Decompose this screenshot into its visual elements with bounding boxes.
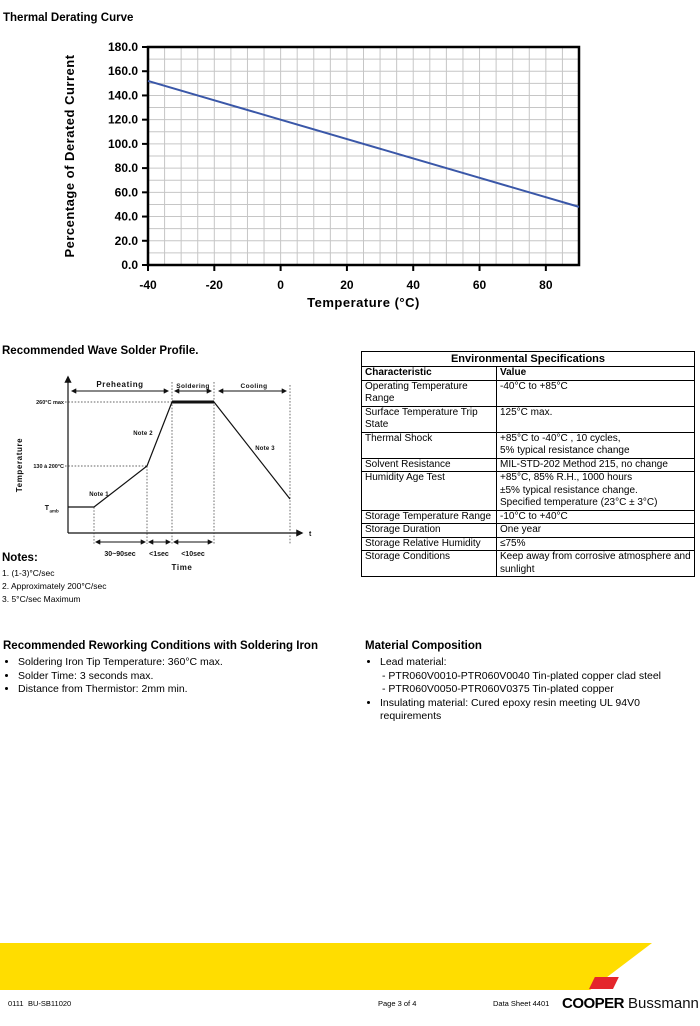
note3-ref: Note 3 (255, 446, 275, 452)
reworking-heading: Recommended Reworking Conditions with Soldering Iron (3, 640, 318, 652)
row-value: 125°C max. (497, 406, 695, 432)
x-axis-ticks (139, 265, 553, 292)
list-item: • Lead material: - PTR060V0010-PTR060V0040 Tin-plated copper clad steel - PTR060V0050-PTR060V0375 Tin-plated copper (380, 656, 699, 697)
row-value: +85°C, 85% R.H., 1000 hours ±5% typical resistance change. Specified temperature (23°C ± 3°C) (497, 472, 695, 511)
cooper-logo-slash (589, 977, 619, 989)
note-item: 2. Approximately 200°C/sec (2, 581, 107, 591)
list-item: • Solder Time: 3 seconds max. (18, 670, 355, 684)
lead-material-part-range: - PTR060V0010-PTR060V0040 Tin-plated copper clad steel (382, 669, 661, 682)
preheat-duration: 30~90sec (104, 551, 136, 558)
notes-heading: Notes: (2, 552, 38, 564)
diagram-x-axis-label: t (309, 531, 312, 538)
row-value: +85°C to -40°C , 10 cycles, 5% typical resistance change (497, 432, 695, 458)
list-item: • Soldering Iron Tip Temperature: 360°C max. (18, 656, 355, 670)
material-composition-section (365, 640, 699, 724)
svg-text:40.0: 40.0 (114, 209, 138, 224)
lead-material-part-range: - PTR060V0050-PTR060V0375 Tin-plated copper (382, 683, 614, 695)
row-characteristic: Storage Conditions (362, 551, 497, 577)
svg-text:60.0: 60.0 (114, 185, 138, 200)
table-title-row (362, 352, 695, 367)
svg-text:20.0: 20.0 (114, 233, 138, 248)
cooling-label: Cooling (240, 383, 268, 390)
row-characteristic: Surface Temperature Trip State (362, 406, 497, 432)
chart-title: Thermal Derating Curve (3, 12, 134, 24)
svg-text:100.0: 100.0 (107, 136, 138, 151)
reworking-conditions-section (3, 640, 355, 697)
table-header-row (362, 367, 695, 381)
footer-revision-code: 0111 (8, 999, 24, 1008)
svg-text:0.0: 0.0 (121, 258, 138, 272)
time-label: Time (171, 563, 193, 572)
dotted-reference-lines (65, 382, 290, 544)
table-title: Environmental Specifications (362, 352, 695, 367)
ambient-temp-subscript: amb (49, 508, 59, 514)
svg-text:0: 0 (277, 278, 284, 292)
row-characteristic: Storage Duration (362, 524, 497, 538)
row-value: -40°C to +85°C (497, 380, 695, 406)
diagram-y-axis-label: Temperature (15, 437, 24, 493)
note-item: 1. (1-3)°C/sec (2, 568, 55, 578)
thermal-derating-chart (0, 0, 700, 332)
mid-temp-label: 130 à 200°C (33, 464, 64, 470)
footer-page-number: Page 3 of 4 (378, 999, 417, 1008)
cooper-bussmann-logo (562, 995, 699, 1012)
row-characteristic: Solvent Resistance (362, 458, 497, 472)
brand-bussmann: Bussmann (628, 995, 699, 1012)
note-item: 3. 5°C/sec Maximum (2, 594, 81, 604)
brand-cooper: COOPER (562, 995, 625, 1012)
preheating-label: Preheating (96, 380, 144, 389)
svg-text:80.0: 80.0 (114, 161, 138, 176)
svg-text:120.0: 120.0 (107, 112, 138, 127)
table-row (362, 380, 695, 406)
wave-solder-profile-diagram (2, 360, 332, 582)
svg-text:60: 60 (472, 278, 487, 292)
svg-text:180.0: 180.0 (107, 40, 138, 54)
table-row (362, 432, 695, 458)
y-axis-title: Percentage of Derated Current (62, 54, 77, 258)
row-characteristic: Operating Temperature Range (362, 380, 497, 406)
solder-duration: <10sec (181, 551, 205, 558)
table-row (362, 524, 695, 538)
minor-grid (148, 47, 579, 265)
notes-section (2, 552, 107, 606)
svg-text:80: 80 (539, 278, 553, 292)
table-row (362, 458, 695, 472)
footer-datasheet-number: Data Sheet 4401 (493, 999, 550, 1008)
table-row (362, 537, 695, 551)
row-value: Keep away from corrosive atmosphere and sunlight (497, 551, 695, 577)
table-row (362, 510, 695, 524)
y-axis-ticks (108, 40, 148, 272)
ambient-temp-label: T (44, 505, 49, 512)
max-temp-label: 260°C max (36, 400, 64, 406)
solder-profile-title: Recommended Wave Solder Profile. (2, 345, 199, 357)
svg-text:160.0: 160.0 (107, 64, 138, 79)
material-heading: Material Composition (365, 640, 482, 652)
list-item: • Distance from Thermistor: 2mm min. (18, 683, 355, 697)
table-row (362, 551, 695, 577)
svg-text:20: 20 (340, 278, 354, 292)
row-value: One year (497, 524, 695, 538)
svg-text:40: 40 (406, 278, 420, 292)
environmental-specifications-table (361, 351, 695, 577)
soldering-label: Soldering (176, 383, 210, 390)
row-value: -10°C to +40°C (497, 510, 695, 524)
note1-ref: Note 1 (89, 492, 109, 498)
row-characteristic: Storage Temperature Range (362, 510, 497, 524)
row-value: MIL-STD-202 Method 215, no change (497, 458, 695, 472)
table-row (362, 472, 695, 511)
row-value: ≤75% (497, 537, 695, 551)
row-characteristic: Humidity Age Test (362, 472, 497, 511)
row-characteristic: Thermal Shock (362, 432, 497, 458)
row-characteristic: Storage Relative Humidity (362, 537, 497, 551)
list-item: • Insulating material: Cured epoxy resin meeting UL 94V0 requirements (380, 697, 699, 724)
table-row (362, 406, 695, 432)
svg-text:-40: -40 (139, 278, 157, 292)
x-axis-title: Temperature (°C) (307, 295, 420, 310)
svg-text:-20: -20 (205, 278, 223, 292)
col-header-characteristic: Characteristic (362, 367, 497, 381)
svg-text:140.0: 140.0 (107, 88, 138, 103)
footer-document-code: BU-SB11020 (28, 999, 72, 1008)
note2-ref: Note 2 (133, 431, 153, 437)
transfer-duration: <1sec (149, 551, 169, 558)
col-header-value: Value (497, 367, 695, 381)
